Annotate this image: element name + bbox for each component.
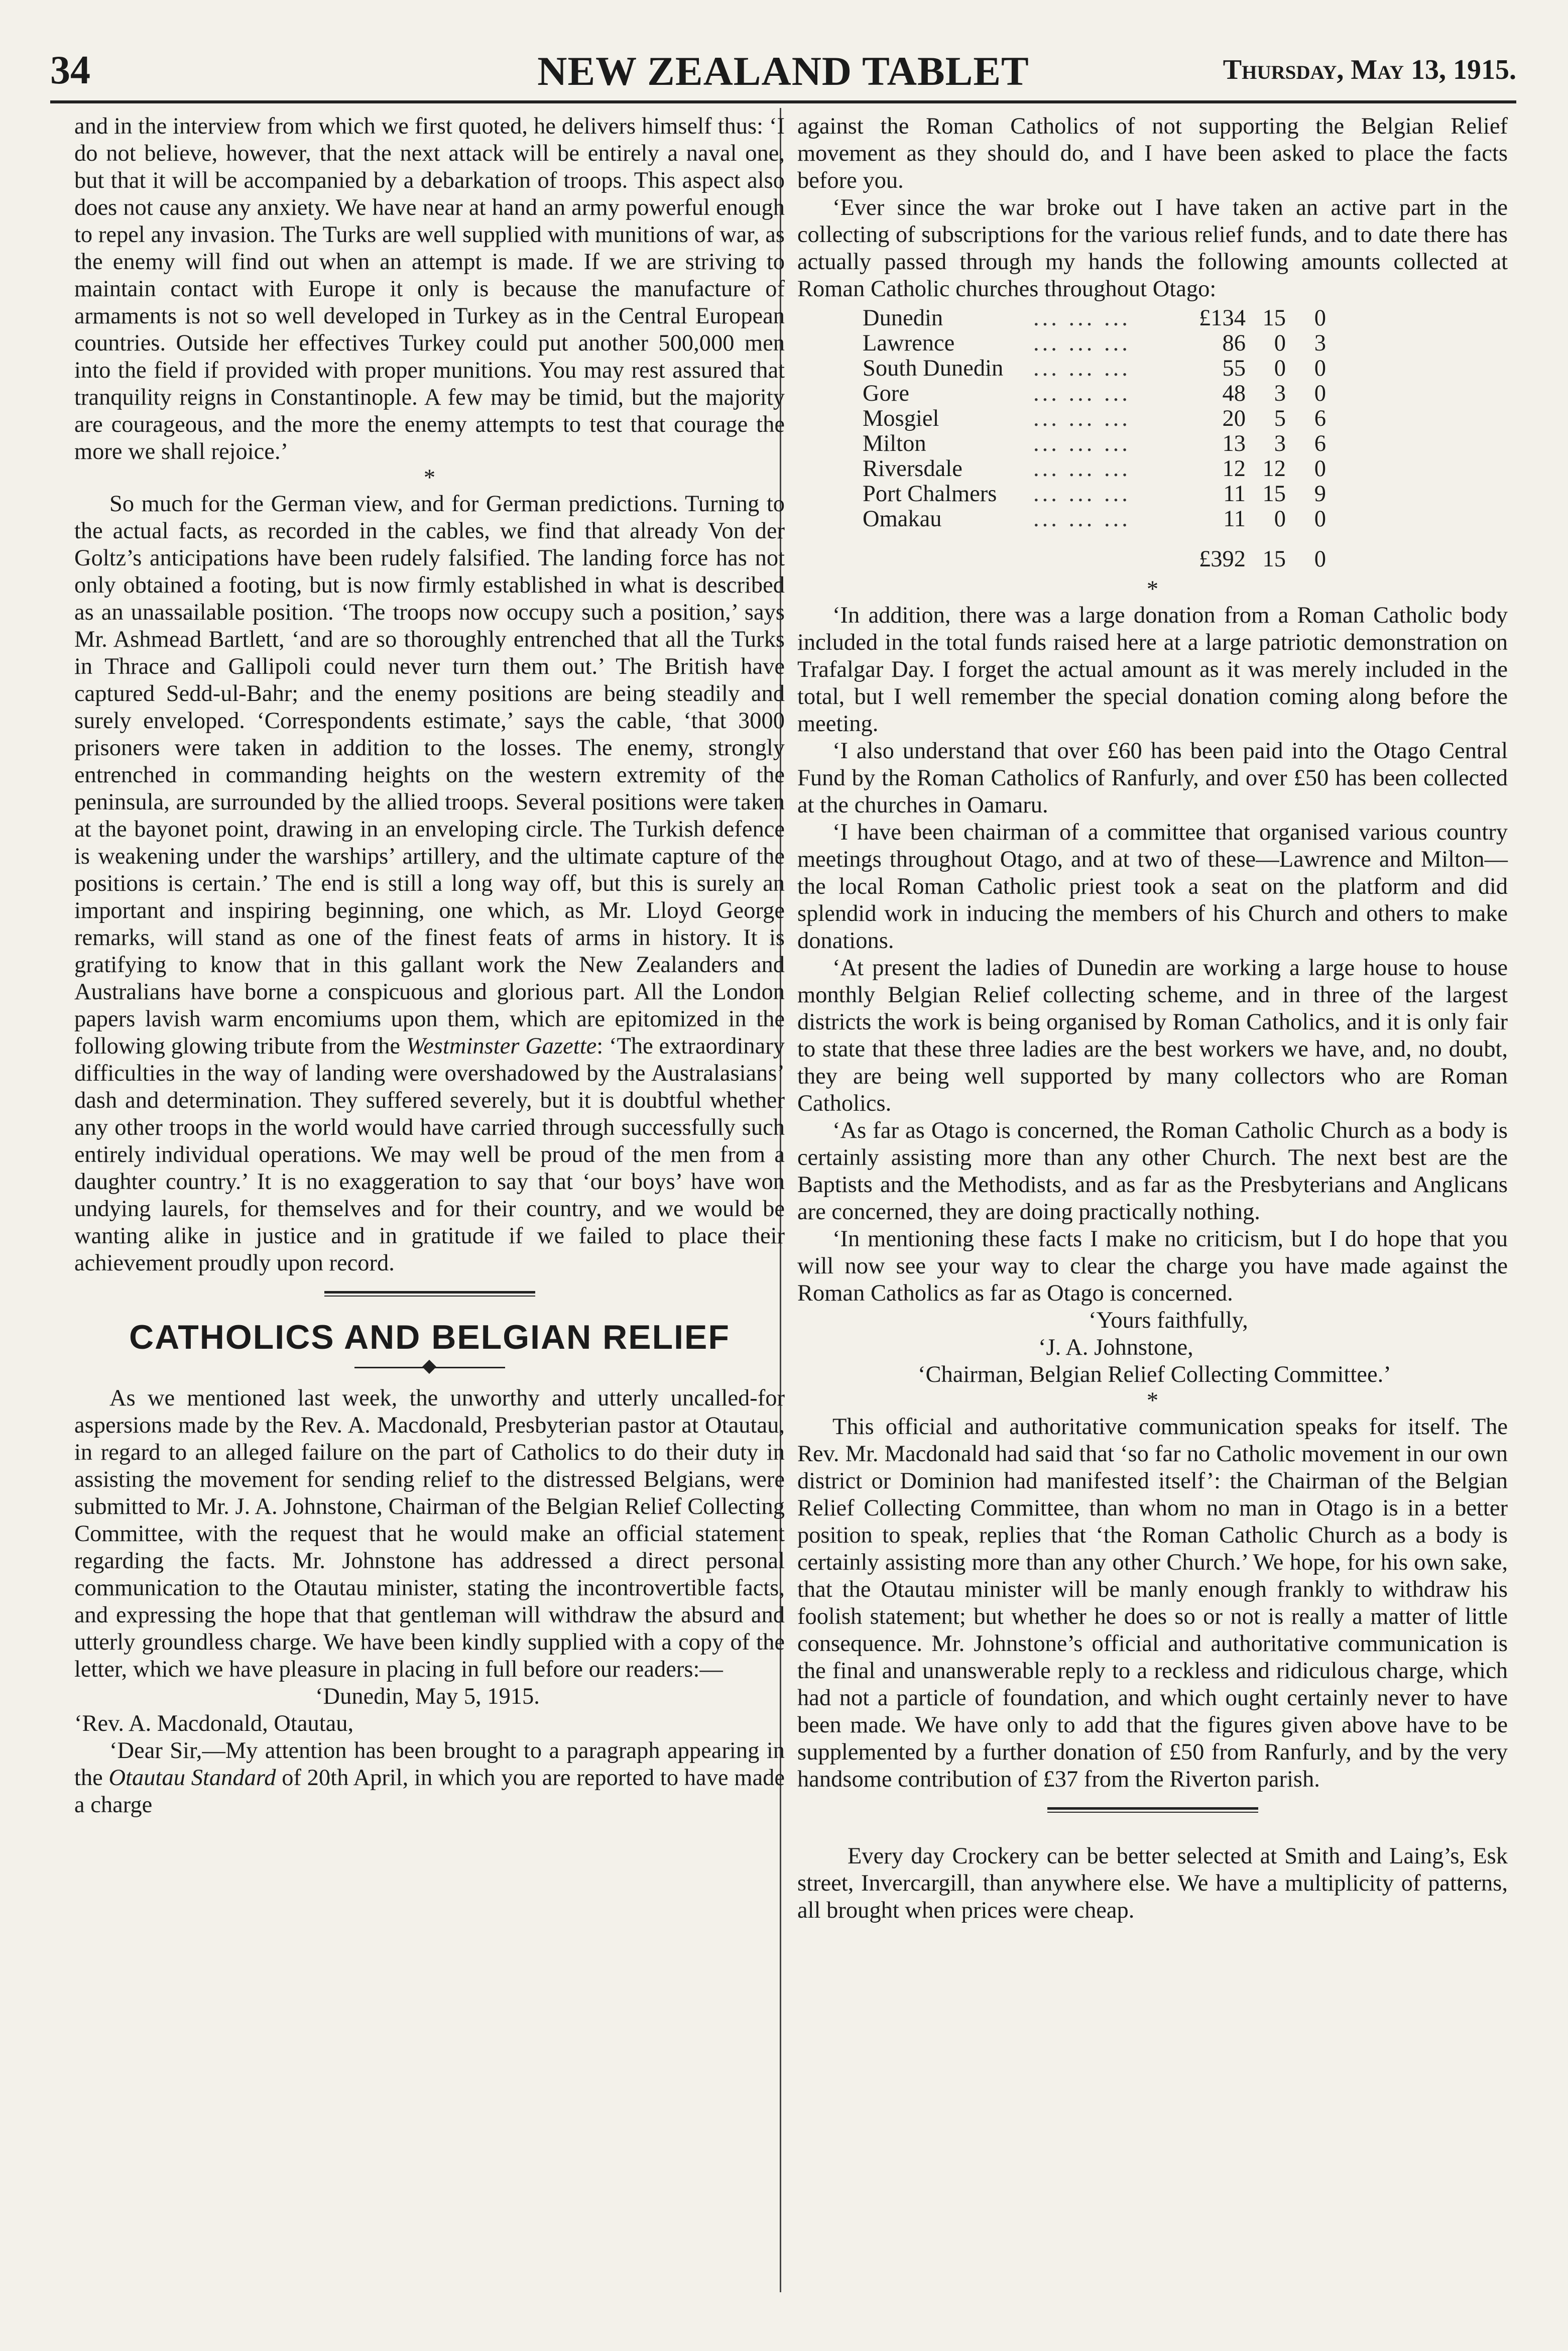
- advertisement: [797, 1843, 1508, 1924]
- newspaper-name: Otautau Standard: [108, 1765, 276, 1791]
- page-number: 34: [50, 48, 90, 92]
- donation-pence: 9: [1314, 481, 1326, 507]
- donations-row: [863, 507, 1326, 532]
- leader-dots: ... ... ...: [1033, 481, 1131, 507]
- section-star: *: [423, 465, 436, 491]
- section-star: *: [1146, 576, 1159, 602]
- newspaper-name: Westminster Gazette: [406, 1033, 597, 1059]
- donation-pence: 3: [1314, 330, 1326, 356]
- donation-pence: 6: [1314, 406, 1326, 431]
- section-rule: [1047, 1807, 1258, 1813]
- masthead: [50, 48, 1516, 103]
- left-column: [74, 113, 785, 1819]
- donation-place: Gore: [863, 381, 909, 406]
- donation-pounds: 11: [1223, 506, 1246, 532]
- donation-place: Milton: [863, 431, 926, 456]
- donations-row: [863, 331, 1326, 356]
- article-paragraph: So much for the German view, and for German predictions. Turning to the actual facts, as recorded in the cables, we find that already Von der Goltz’s anticipations have been rudely falsified. The landing force has not only obtained a footing, but is now firmly established in what is described as an unassailable position. ‘The troops now occupy such a position,’ says Mr. Ashmead Bartlett, ‘and are so thoroughly entrenched that all the Turks in Thrace and Gallipoli could never turn them out.’ The British have captured Sedd-ul-Bahr; and the enemy positions are being steadily and surely enveloped. ‘Correspondents estimate,’ says the cable, ‘that 3000 prisoners were taken in addition to the losses. The enemy, strongly entrenched in commanding heights on the western extremity of the peninsula, are surrounded by the allied troops. Several positions were taken at the bayonet point, drawing in an enveloping circle. The Turkish defence is weakening under the warships’ artillery, and the ultimate capture of the positions is certain.’ The end is still a long way off, but this is surely an important and inspiring beginning, one which, as Mr. Lloyd George remarks, will stand as one of the finest feats of arms in history. It is gratifying to know that in this gallant work the New Zealanders and Australians have borne a conspicuous and glorious part. All the London papers lavish warm encomiums upon them, which are epitomized in the following glowing tribute from the Westminster Gazette: ‘The extraordinary difficulties in the way of landing were overshadowed by the Australasians’ dash and determination. They suffered severely, but it is doubtful whether any other troops in the world would have carried through successfully such entirely individual operations. We may well be proud of the men from a daughter country.’ It is no exaggeration to say that ‘our boys’ have won undying laurels, for themselves and for their country, and we would be wanting alike in justice and in gratitude if we failed to place their achievement proudly upon record.: [74, 491, 785, 1276]
- donation-place: Omakau: [863, 506, 942, 532]
- donation-pence: 0: [1314, 506, 1326, 532]
- donation-place: Riversdale: [863, 456, 962, 482]
- donation-shillings: 15: [1262, 305, 1286, 331]
- article-paragraph: As we mentioned last week, the unworthy and utterly uncalled-for aspersions made by the Rev. A. Macdonald, Presbyterian pastor at Otautau, in regard to an alleged failure on the part of Catholics to do their duty in assisting the movement for sending relief to the distressed Belgians, were submitted to Mr. J. A. Johnstone, Chairman of the Belgian Relief Collecting Committee, with the request that he would make an official statement regarding the facts. Mr. Johnstone has addressed a direct personal communication to the Otautau minister, stating the incontrovertible facts, and expressing the hope that that gentleman will withdraw the absurd and utterly groundless charge. We have been kindly supplied with a copy of the letter, which we have pleasure in placing in full before our readers:—: [74, 1385, 785, 1682]
- donations-row: [863, 482, 1326, 507]
- donation-shillings: 0: [1274, 506, 1286, 532]
- donation-place: Port Chalmers: [863, 481, 997, 507]
- letter-paragraph: ‘As far as Otago is concerned, the Roman Catholic Church as a body is certainly assisting more than any other Church. The next best are the Baptists and the Methodists, and as far as the Presbyterians and Anglicans are concerned, they are doing practically nothing.: [797, 1118, 1508, 1225]
- donations-row: [863, 381, 1326, 406]
- donations-total-row: £392 15 0: [1199, 546, 1326, 572]
- donation-pence: 6: [1314, 431, 1326, 456]
- donation-place: South Dunedin: [863, 356, 1004, 381]
- donation-shillings: 3: [1274, 381, 1286, 406]
- letter-signature: ‘J. A. Johnstone,: [1038, 1335, 1193, 1360]
- header-rule: [50, 100, 1516, 103]
- donations-row: [863, 306, 1326, 331]
- issue-date: Thursday, May 13, 1915.: [1223, 54, 1516, 85]
- paper-title: NEW ZEALAND TABLET: [537, 48, 1029, 94]
- donations-table: [863, 306, 1326, 572]
- article-paragraph: This official and authoritative communication speaks for itself. The Rev. Mr. Macdonald had said that ‘so far no Catholic movement in our own district or Dominion had manifested itself’: the Chairman of the Belgian Relief Collecting Committee, than whom no man in Otago is in a better position to speak, replies that ‘the Roman Catholic Church as a body is certainly assisting more than any other Church.’ We hope, for his own sake, that the Otautau minister will be manly enough frankly to withdraw his foolish statement; but whether he does so or not is really a matter of little consequence. Mr. Johnstone’s official and authoritative communication is the final and unanswerable reply to a reckless and ridiculous charge, which had not a particle of foundation, and which ought certainly never to have been made. We have only to add that the figures given above have to be supplemented by a further donation of £50 from Ranfurly, and by the very handsome contribution of £37 from the Riverton parish.: [797, 1414, 1508, 1792]
- leader-dots: ... ... ...: [1033, 356, 1131, 381]
- donation-shillings: 5: [1274, 406, 1286, 431]
- letter-signature-title: ‘Chairman, Belgian Relief Collecting Committee.’: [918, 1362, 1391, 1387]
- donation-shillings: 3: [1274, 431, 1286, 456]
- donation-pounds: 20: [1222, 406, 1246, 431]
- leader-dots: ... ... ...: [1033, 406, 1131, 431]
- donation-pounds: 48: [1222, 381, 1246, 406]
- leader-dots: ... ... ...: [1033, 506, 1131, 532]
- letter-paragraph: ‘In addition, there was a large donation from a Roman Catholic body included in the total funds raised here at a large patriotic demonstration on Trafalgar Day. I forget the actual amount as it was merely included in the total, but I well remember the special donation coming along before the meeting.: [797, 603, 1508, 737]
- right-column: [797, 113, 1508, 1924]
- letter-paragraph: ‘In mentioning these facts I make no criticism, but I do hope that you will now see your way to clear the charge you have made against the Roman Catholics as far as Otago is concerned.: [797, 1226, 1508, 1306]
- donation-place: Mosgiel: [863, 406, 939, 431]
- advertisement-text: Every day Crockery can be better selected at Smith and Laing’s, Esk street, Invercargill, than anywhere else. We have a multiplicity of patterns, all brought when prices were cheap.: [797, 1843, 1508, 1923]
- section-rule: [324, 1291, 535, 1297]
- letter-paragraph: ‘Ever since the war broke out I have taken an active part in the collecting of subscriptions for the various relief funds, and to date there has actually passed through my hands the following amounts collected at Roman Catholic churches throughout Otago:: [797, 195, 1508, 302]
- donations-row: [863, 406, 1326, 431]
- donation-shillings: 15: [1262, 481, 1286, 507]
- donation-pounds: 13: [1222, 431, 1246, 456]
- section-headline: CATHOLICS AND BELGIAN RELIEF: [129, 1318, 730, 1356]
- leader-dots: ... ... ...: [1033, 381, 1131, 406]
- letter-paragraph: against the Roman Catholics of not supporting the Belgian Relief movement as they should do, and I have been asked to place the facts before you.: [797, 113, 1508, 193]
- donation-pounds: 55: [1222, 356, 1246, 381]
- letter-addressee: ‘Rev. A. Macdonald, Otautau,: [74, 1711, 354, 1736]
- leader-dots: ... ... ...: [1033, 456, 1131, 482]
- donations-row: [863, 356, 1326, 381]
- leader-dots: ... ... ...: [1033, 305, 1131, 331]
- letter-date: ‘Dunedin, May 5, 1915.: [315, 1684, 540, 1709]
- donation-pence: 0: [1314, 305, 1326, 331]
- donation-place: Lawrence: [863, 330, 955, 356]
- donation-pounds: 12: [1222, 456, 1246, 482]
- donation-pence: 0: [1314, 456, 1326, 482]
- donation-shillings: 12: [1262, 456, 1286, 482]
- donation-pounds: 11: [1223, 481, 1246, 507]
- donation-pence: 0: [1314, 381, 1326, 406]
- donations-row: [863, 456, 1326, 482]
- section-star: *: [1146, 1388, 1159, 1414]
- donation-pounds: 86: [1222, 330, 1246, 356]
- donations-row: [863, 431, 1326, 456]
- letter-paragraph: ‘At present the ladies of Dunedin are working a large house to house monthly Belgian Relief collecting scheme, and in three of the largest districts the work is being organised by Roman Catholics, and it is only fair to state that these three ladies are the best workers we have, and, no doubt, they are being well supported by many collectors who are Roman Catholics.: [797, 955, 1508, 1116]
- leader-dots: ... ... ...: [1033, 330, 1131, 356]
- donation-pounds: £134: [1199, 305, 1246, 331]
- donation-shillings: 0: [1274, 356, 1286, 381]
- letter-closing: ‘Yours faithfully,: [1089, 1308, 1248, 1333]
- letter-paragraph: ‘I also understand that over £60 has been paid into the Otago Central Fund by the Roman Catholics of Ranfurly, and over £50 has been collected at the churches in Oamaru.: [797, 738, 1508, 818]
- donation-place: Dunedin: [863, 305, 943, 331]
- leader-dots: ... ... ...: [1033, 431, 1131, 456]
- donation-pence: 0: [1314, 356, 1326, 381]
- article-paragraph: and in the interview from which we first quoted, he delivers himself thus: ‘I do not believe, however, that the next attack will be entirely a naval one, but that it will be accompanied by a debarkation of troops. This aspect also does not cause any anxiety. We have near at hand an army powerful enough to repel any invasion. The Turks are well supplied with munitions of war, as the enemy will find out when an attempt is made. If we are striving to maintain contact with Europe it only is because the manufacture of armaments is not so well developed in Turkey as in the Central European countries. Outside her effectives Turkey could put another 500,000 men into the field if provided with proper munitions. You may rest assured that tranquility reigns in Constantinople. A few may be timid, but the majority are courageous, and the more the enemy attempts to test that courage the more we shall rejoice.’: [74, 113, 785, 464]
- letter-paragraph: ‘I have been chairman of a committee that organised various country meetings throughout Otago, and at two of these—Lawrence and Milton—the local Roman Catholic priest took a seat on the platform and did splendid work in inducing the members of his Church and others to make donations.: [797, 819, 1508, 954]
- diamond-rule: [354, 1360, 505, 1375]
- letter-paragraph: ‘Dear Sir,—My attention has been brought to a paragraph appearing in the Otautau Standard of 20th April, in which you are reported to have made a charge: [74, 1738, 785, 1818]
- donation-shillings: 0: [1274, 330, 1286, 356]
